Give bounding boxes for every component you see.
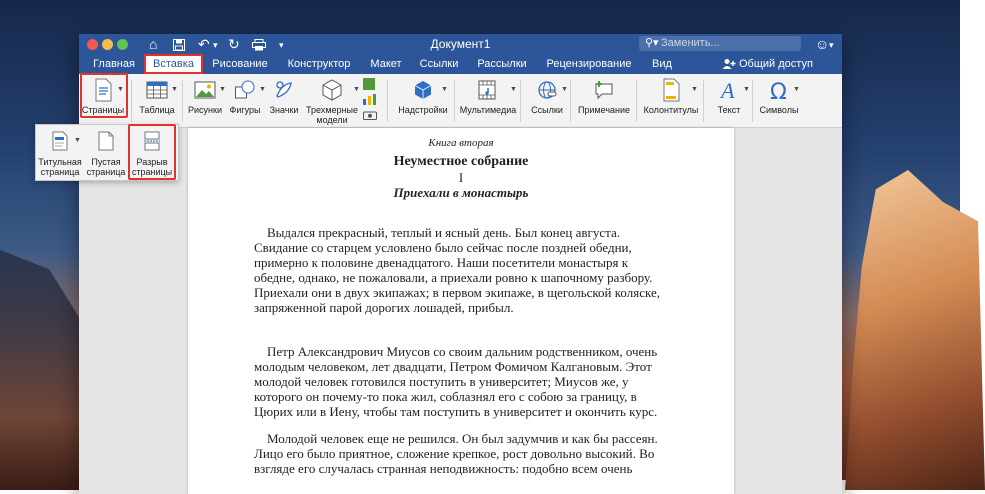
links-label: Ссылки bbox=[531, 105, 563, 115]
cube-icon bbox=[321, 78, 343, 102]
table-icon bbox=[146, 78, 168, 102]
page-break-label: Разрыв страницы bbox=[131, 157, 173, 177]
search-icon: ⚲▾ bbox=[645, 37, 659, 49]
chevron-down-icon: ▼ bbox=[510, 86, 517, 93]
minimize-window-button[interactable] bbox=[102, 39, 113, 50]
omega-icon bbox=[768, 78, 790, 105]
blank-page-label: Пустая страница bbox=[86, 157, 126, 177]
tab-draw[interactable]: Рисование bbox=[212, 58, 268, 70]
cover-page-icon bbox=[52, 131, 68, 151]
document-canvas bbox=[79, 128, 842, 494]
chevron-down-icon: ▼ bbox=[353, 86, 360, 93]
cover-page-label: Титульная страница bbox=[38, 157, 82, 177]
document-page[interactable] bbox=[188, 128, 734, 494]
blank-page-icon bbox=[98, 131, 114, 151]
chevron-down-icon: ▼ bbox=[441, 86, 448, 93]
chevron-down-icon: ▼ bbox=[171, 86, 178, 93]
comment-label: Примечание bbox=[577, 105, 631, 115]
chevron-down-icon: ▼ bbox=[259, 86, 266, 93]
icons-icon bbox=[273, 78, 295, 102]
link-icon bbox=[536, 78, 558, 102]
symbols-button[interactable] bbox=[759, 74, 799, 127]
ribbon-tabs bbox=[79, 54, 842, 74]
svg-text:A: A bbox=[721, 78, 735, 103]
chevron-down-icon: ▼ bbox=[74, 137, 81, 144]
word-window bbox=[38, 34, 842, 494]
tab-design[interactable]: Конструктор bbox=[287, 58, 351, 70]
header-footer-button[interactable] bbox=[645, 74, 697, 127]
text-label: Текст bbox=[717, 105, 741, 115]
table-button[interactable] bbox=[137, 74, 177, 127]
chevron-down-icon: ▼ bbox=[561, 86, 568, 93]
paragraph-3: Молодой человек еще не решился. Он был задумчив и как бы рассеян. Лицо его было приятное, сложение крепкое, рост довольно высокий. Во взгляде его случалась странная неподвижность: подобно всем очень bbox=[254, 431, 658, 476]
tab-home[interactable]: Главная bbox=[93, 58, 135, 70]
text-icon bbox=[718, 78, 740, 102]
header-footer-label: Колонтитулы bbox=[643, 105, 699, 115]
redo-icon[interactable]: ↻ bbox=[228, 36, 240, 52]
chapter-title: Приехали в монастырь bbox=[393, 185, 529, 200]
ribbon-insert bbox=[79, 74, 842, 128]
cover-page-button[interactable] bbox=[38, 127, 82, 177]
shapes-icon bbox=[234, 78, 256, 102]
search-field[interactable] bbox=[639, 36, 801, 51]
pictures-icon bbox=[194, 78, 216, 102]
chevron-down-icon: ▼ bbox=[793, 86, 800, 93]
document-title: Документ1 bbox=[430, 37, 491, 51]
rock-formation-right bbox=[845, 170, 985, 490]
symbols-label: Символы bbox=[759, 105, 799, 115]
chevron-down-icon: ▼ bbox=[117, 86, 124, 93]
comment-icon bbox=[593, 78, 615, 102]
paragraph-1: Выдался прекрасный, теплый и ясный день. Был конец августа. Свидание со старцем условлено было сейчас после поздней обедни, примерно к половине двенадцатого. Наши посетители монастыря к обедне, однако, не пожаловали, а приехали ровно к шапочному разбору. Приехали они в двух экипажах; в первом экипаже, в щегольской коляске, запряженной парой дорогих лошадей, прибыл. bbox=[254, 225, 660, 315]
tab-layout[interactable]: Макет bbox=[370, 58, 402, 70]
addins-button[interactable] bbox=[397, 74, 449, 127]
rock-formation-left bbox=[0, 250, 82, 490]
links-button[interactable] bbox=[529, 74, 568, 127]
media-icon bbox=[477, 78, 499, 102]
pictures-button[interactable] bbox=[187, 74, 226, 127]
tab-mailings[interactable]: Рассылки bbox=[477, 58, 527, 70]
pages-label: Страницы bbox=[81, 105, 125, 115]
share-button[interactable]: Общий доступ bbox=[739, 58, 813, 70]
customize-toolbar-icon[interactable]: ▾ bbox=[279, 40, 284, 50]
chart-icon[interactable] bbox=[363, 94, 377, 105]
3d-models-button[interactable] bbox=[305, 74, 359, 127]
zoom-window-button[interactable] bbox=[117, 39, 128, 50]
save-icon[interactable] bbox=[173, 38, 185, 54]
undo-icon[interactable]: ↶ bbox=[198, 36, 210, 52]
svg-text:Ω: Ω bbox=[770, 80, 787, 105]
3d-models-label: Трехмерные модели bbox=[306, 105, 358, 125]
addins-label: Надстройки bbox=[398, 105, 448, 115]
smartart-icon[interactable] bbox=[363, 78, 375, 90]
text-button[interactable] bbox=[711, 74, 750, 127]
search-placeholder: Заменить... bbox=[661, 37, 720, 49]
home-icon[interactable]: ⌂ bbox=[149, 36, 158, 52]
paragraph-2: Петр Александрович Миусов со своим дальним родственником, очень молодым человеком, лет двадцати, Петром Фомичом Калгановым. Этот молодой человек готовился поступить в университет; Миусов же, у которого он почему-то пока жил, соблазнял его с собою за границу, в Цюрих или в Иену, чтобы там поступить в университет и окончить курс. bbox=[254, 344, 658, 419]
close-window-button[interactable] bbox=[87, 39, 98, 50]
section-heading: Неуместное собрание bbox=[393, 154, 529, 169]
comment-button[interactable] bbox=[579, 74, 629, 127]
media-label: Мультимедиа bbox=[459, 105, 517, 115]
chevron-down-icon: ▼ bbox=[219, 86, 226, 93]
chevron-down-icon: ▼ bbox=[743, 86, 750, 93]
media-button[interactable] bbox=[460, 74, 516, 127]
tab-view[interactable]: Вид bbox=[652, 58, 672, 70]
smartart-chart-screenshot-group bbox=[361, 74, 383, 127]
tab-references[interactable]: Ссылки bbox=[419, 58, 459, 70]
pages-highlight bbox=[80, 73, 128, 118]
table-label: Таблица bbox=[139, 105, 175, 115]
shapes-label: Фигуры bbox=[229, 105, 261, 115]
print-icon[interactable] bbox=[252, 38, 266, 54]
undo-dropdown-icon[interactable]: ▾ bbox=[213, 40, 218, 50]
page-break-highlight bbox=[128, 124, 176, 180]
pictures-label: Рисунки bbox=[188, 105, 222, 115]
pages-dropdown bbox=[35, 124, 179, 181]
tab-insert[interactable]: Вставка bbox=[144, 54, 203, 74]
chapter-number: I bbox=[458, 170, 464, 185]
shapes-button[interactable] bbox=[227, 74, 266, 127]
chevron-down-icon: ▼ bbox=[691, 86, 698, 93]
smiley-icon[interactable]: ☺ bbox=[815, 36, 830, 52]
screenshot-icon[interactable] bbox=[363, 110, 377, 120]
blank-page-button[interactable] bbox=[84, 127, 128, 177]
addins-icon bbox=[412, 78, 434, 102]
feedback-dropdown-icon[interactable]: ▾ bbox=[829, 40, 834, 50]
icons-label: Значки bbox=[269, 105, 299, 115]
title-bar bbox=[79, 34, 842, 54]
book-heading: Книга вторая bbox=[428, 137, 494, 149]
tab-review[interactable]: Рецензирование bbox=[546, 58, 632, 70]
header-footer-icon bbox=[660, 78, 682, 102]
share-icon bbox=[722, 54, 736, 74]
